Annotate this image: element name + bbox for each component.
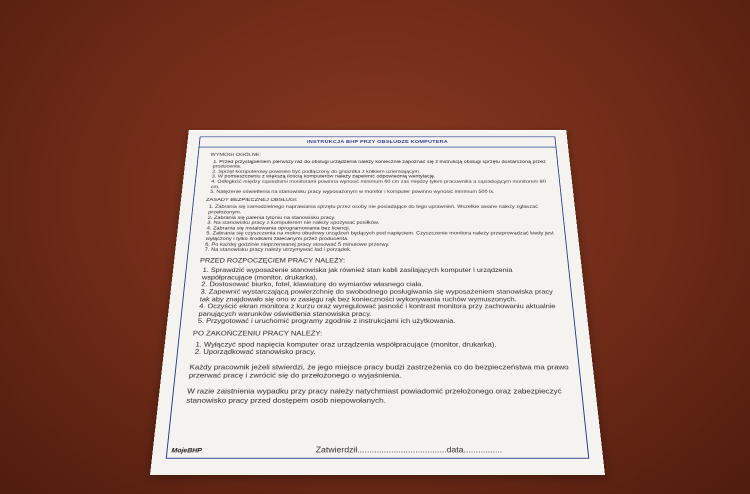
- section-before-work: [190, 258, 565, 325]
- list-item: 7. Na stanowisku pracy należy utrzymywać ład i porządek.: [204, 247, 352, 253]
- accident-paragraph: W razie zaistnienia wypadku przy pracy należy natychmiast powiadomić przełożonego oraz zabezpieczyć stanowisko pracy przed dostępem osób niepowołanych.: [185, 386, 562, 405]
- list-item: 3. W pomieszczeniu z większą ilością komputerów należy zapewnić odpowiednią wentylację.: [211, 174, 436, 179]
- list-item: 2. Sprzęt komputerowy powinien być podłączony do gniazdka z kołkiem uziemiającym.: [211, 169, 421, 174]
- list-item: 2. Zabrania się palenia tytoniu na stanowisku pracy.: [207, 215, 336, 220]
- section-heading: PRZED ROZPOCZĘCIEM PRACY NALEŻY:: [199, 257, 346, 264]
- list-item: 5. Przygotować i uruchomić programy zgodnie z instrukcjami ich użytkowania.: [197, 317, 456, 325]
- sheet-content: [182, 150, 573, 405]
- list-item: 4. Odległość między sąsiednimi monitorami powinna wynosić minimum 60 cm zaś między tyłem pracownika a sąsiadującym monitorem 80 cm.: [210, 179, 547, 190]
- section-safe-operation: [197, 197, 557, 252]
- list-item: 3. Na stanowisku pracy z komputerem nie należy spożywać posiłków.: [207, 220, 380, 226]
- list-item: 6. Po każdej godzinie nieprzerwanej pracy stosować 5 minutowe przerwy.: [204, 241, 390, 247]
- brand-logo: MojeBHP: [171, 447, 203, 455]
- section-list: [197, 267, 565, 325]
- section-list: [194, 341, 568, 356]
- section-general: [203, 153, 552, 195]
- list-item: 5. Zabrania się czyszczenia na mokro obudowy urządzeń będących pod napięciem. Czyszczenie monitora należy przeprowadzać kiedy jest wyłączony i tylko środkami zalecanymi przez producenta.: [205, 231, 554, 242]
- list-item: 1. Sprawdzić wyposażenie stanowiska jak również stan kabli zasilających komputer i urządzenia współpracujące (monitor, drukarka).: [201, 267, 513, 281]
- title-divider: [199, 147, 555, 148]
- section-after-work: [187, 331, 568, 356]
- section-heading: PO ZAKOŃCZENIU PRACY NALEŻY:: [192, 330, 323, 338]
- sheet-frame: [166, 137, 590, 459]
- list-item: 4. Zabrania się instalowania oprogramowania bez licencji.: [206, 225, 351, 231]
- list-item: 4. Oczyścić ekran monitora z kurzu oraz wyregulować jasność i kontrast monitora przy zachowaniu aktualnie panujących warunków oświetlenia stanowiska pracy.: [198, 303, 556, 318]
- instruction-sheet: [150, 130, 605, 475]
- list-item: 2. Dostosować biurko, fotel, klawiaturę do wymiarów własnego ciała.: [200, 281, 424, 289]
- rights-paragraph: Każdy pracownik jeżeli stwierdzi, że jego miejsce pracy budzi zastrzeżenia co do bezpieczeństwa ma prawo przerwać pracę i zwrócić się do przełożonego o wyjaśnienia.: [188, 362, 569, 380]
- list-item: 3. Zapewnić wystarczającą powierzchnię do swobodnego posługiwania się wyposażeniem stanowiska pracy tak aby znajdowało się ono w zasięgu rąk bez konieczności wykonywania ruchów wymuszonych.: [199, 288, 554, 303]
- section-list: [210, 159, 552, 194]
- section-heading: WYMOGI OGÓLNE:: [210, 152, 262, 158]
- list-item: 1. Wyłączyć spod napięcia komputer oraz urządzenia współpracujące (monitor, drukarka).: [195, 340, 497, 348]
- section-heading: ZASADY BEZPIECZNEJ OBSŁUGI:: [205, 197, 298, 203]
- list-item: 1. Przed przystąpieniem pierwszy raz do obsługi urządzenia należy koniecznie zapoznać się z instrukcją obsługi sprzętu dostarczoną przez producenta.: [212, 159, 546, 169]
- section-list: [204, 205, 557, 253]
- list-item: 2. Uporządkować stanowisko pracy.: [194, 348, 316, 356]
- sheet-title: INSTRUKCJA BHP PRZY OBSŁUDZE KOMPUTERA: [306, 139, 449, 145]
- approval-signature-line: Zatwierdził.....................................data................: [315, 445, 503, 455]
- list-item: 1. Zabrania się samodzielnego naprawiania sprzętu przez osoby nie posiadające do tego uprawnień. Wszelkie awarie należy zgłaszać przełożonym.: [208, 204, 539, 215]
- list-item: 5. Natężenie oświetlenia na stanowisku pracy wyposażonym w monitor i komputer powinno wynosić minimum 500 lx.: [210, 189, 495, 195]
